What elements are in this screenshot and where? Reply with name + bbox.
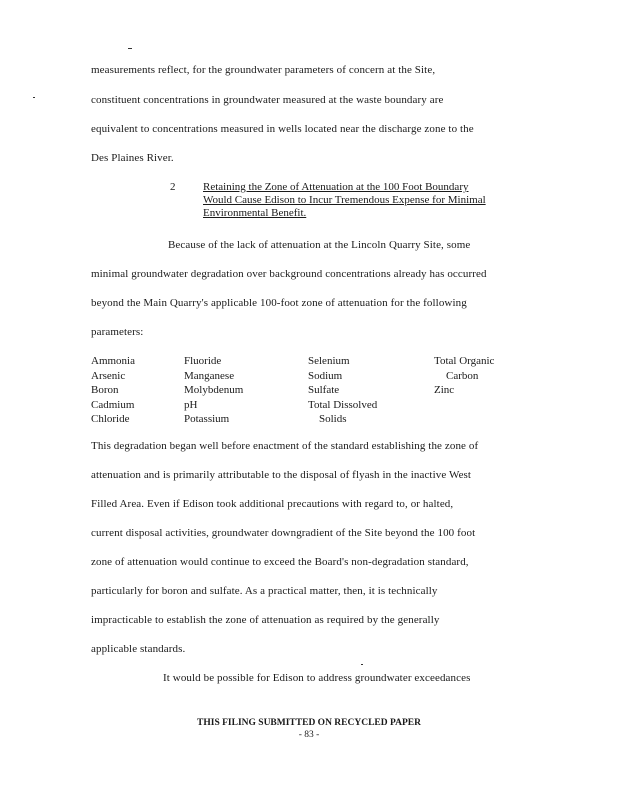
parameter-item: Total Dissolved — [308, 398, 378, 411]
parameter-item: Carbon — [446, 369, 479, 382]
paragraph-line: zone of attenuation would continue to exceed the Board's non-degradation standard, — [91, 556, 469, 568]
parameter-item: Total Organic — [434, 355, 495, 367]
paragraph-line: measurements reflect, for the groundwater parameters of concern at the Site, — [91, 64, 436, 76]
paragraph-line: Because of the lack of attenuation at the Lincoln Quarry Site, some — [168, 239, 471, 251]
parameter-item: Selenium — [308, 355, 350, 367]
parameter-item: Arsenic — [91, 369, 126, 382]
parameter-item: Molybdenum — [184, 384, 244, 397]
section-heading-line: Environmental Benefit. — [203, 207, 307, 219]
scan-speck — [128, 48, 132, 49]
parameter-item: Zinc — [434, 384, 455, 397]
paragraph-line: attenuation and is primarily attributable to the disposal of flyash in the inactive West — [91, 469, 472, 481]
section-heading — [203, 181, 513, 220]
scan-speck — [361, 664, 363, 665]
parameter-item: Manganese — [184, 369, 235, 382]
parameter-column — [434, 354, 494, 398]
paragraph-line: equivalent to concentrations measured in wells located near the discharge zone to the — [91, 123, 474, 135]
parameter-item: pH — [184, 398, 198, 411]
parameter-column — [184, 354, 243, 427]
paragraph-line: minimal groundwater degradation over background concentrations already has occurred — [91, 268, 487, 280]
section-number: 2 — [170, 181, 176, 193]
parameter-item: Fluoride — [184, 355, 222, 367]
parameter-item: Sodium — [308, 369, 343, 382]
parameter-item: Chloride — [91, 413, 130, 426]
paragraph-line: impracticable to establish the zone of attenuation as required by the generally — [91, 614, 440, 626]
paragraph-line: applicable standards. — [91, 643, 186, 655]
parameter-item: Boron — [91, 384, 119, 397]
paragraph-line: This degradation began well before enactment of the standard establishing the zone of — [91, 440, 479, 452]
scan-speck — [33, 97, 35, 98]
section-heading-line: Would Cause Edison to Incur Tremendous Expense for Minimal — [203, 194, 486, 206]
parameter-item: Cadmium — [91, 398, 135, 411]
paragraph-line: Des Plaines River. — [91, 152, 174, 164]
page-number: - 83 - — [298, 730, 320, 740]
paragraph-line: It would be possible for Edison to address groundwater exceedances — [163, 672, 471, 684]
parameter-item: Ammonia — [91, 355, 135, 367]
recycled-paper-notice: THIS FILING SUBMITTED ON RECYCLED PAPER — [197, 718, 421, 728]
paragraph-line: constituent concentrations in groundwater measured at the waste boundary are — [91, 94, 444, 106]
paragraph-line: particularly for boron and sulfate. As a practical matter, then, it is technically — [91, 585, 438, 597]
parameter-column — [308, 354, 377, 427]
paragraph-line: Filled Area. Even if Edison took additional precautions with regard to, or halted, — [91, 498, 454, 510]
parameter-item: Solids — [319, 413, 347, 426]
paragraph-line: parameters: — [91, 326, 144, 338]
parameter-item: Potassium — [184, 413, 230, 426]
paragraph-line: current disposal activities, groundwater downgradient of the Site beyond the 100 foot — [91, 527, 476, 539]
parameter-item: Sulfate — [308, 384, 340, 397]
paragraph-line: beyond the Main Quarry's applicable 100-foot zone of attenuation for the following — [91, 297, 467, 309]
section-heading-line: Retaining the Zone of Attenuation at the 100 Foot Boundary — [203, 181, 469, 193]
parameter-column — [91, 354, 135, 427]
